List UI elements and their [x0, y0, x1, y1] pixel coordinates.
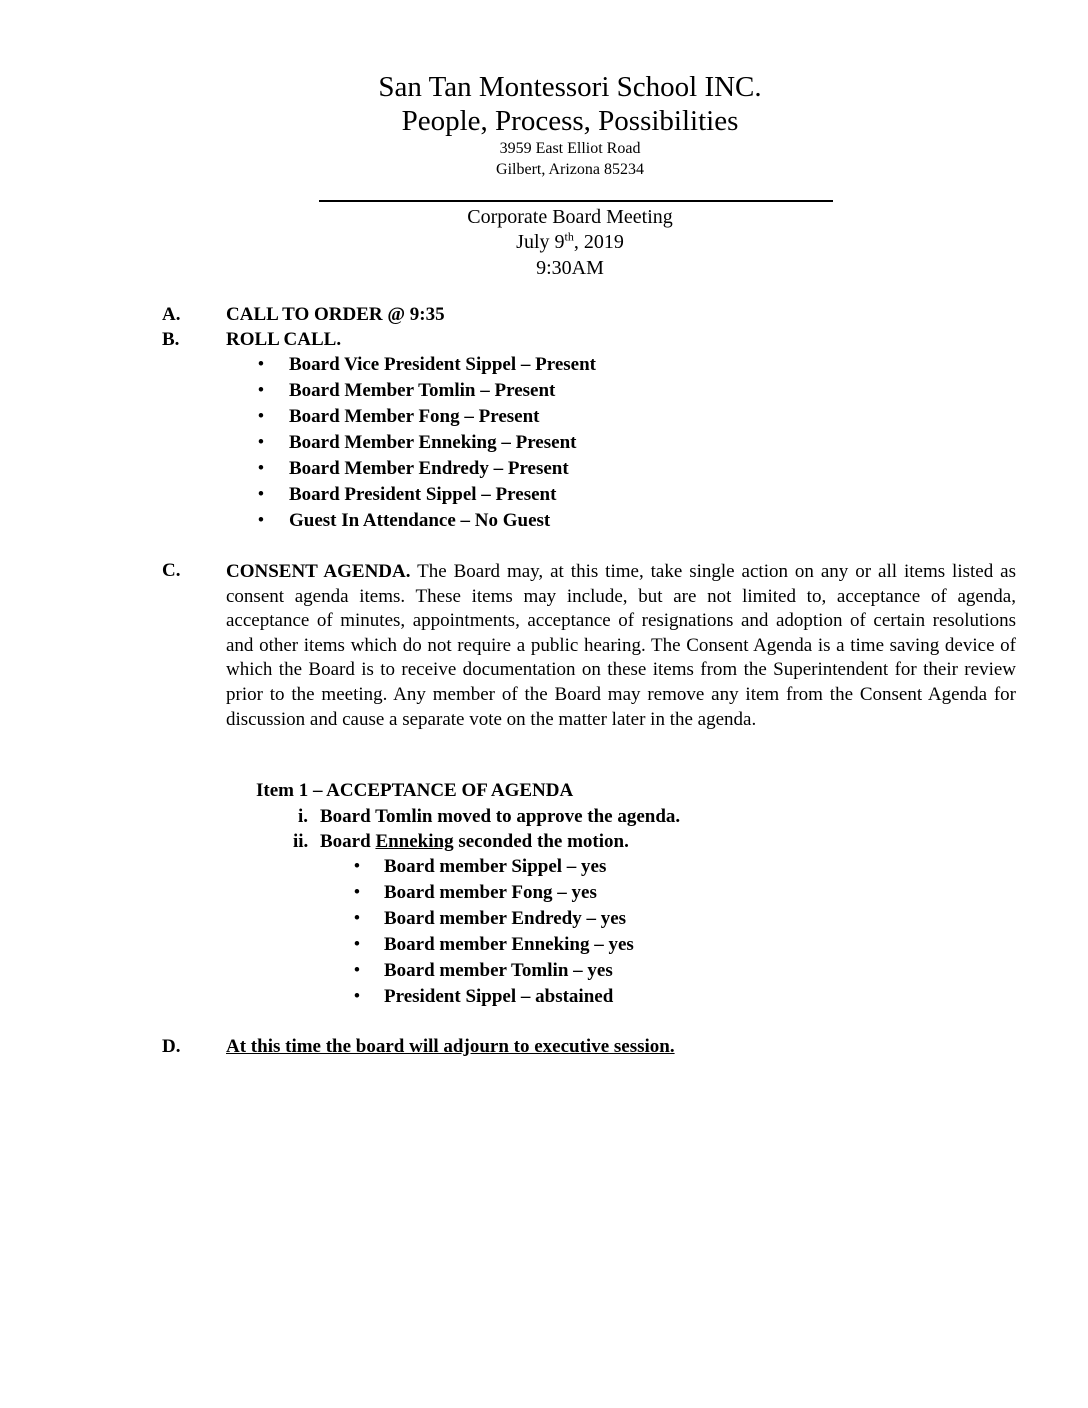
list-item: [256, 380, 596, 406]
motion-ii-post: seconded the motion.: [453, 831, 629, 852]
address-line-1: 3959 East Elliot Road: [499, 140, 641, 157]
roll-call-entry: Board President Sippel – Present: [289, 484, 557, 505]
section-d-letter: D.: [162, 1036, 181, 1057]
vote-list: [352, 856, 634, 1012]
school-tagline: People, Process, Possibilities: [401, 105, 739, 137]
list-item: [256, 406, 596, 432]
vote-entry: Board member Endredy – yes: [384, 908, 627, 929]
list-item: [256, 484, 596, 510]
list-item: [256, 458, 596, 484]
list-item: [352, 986, 634, 1012]
section-b-letter: B.: [162, 329, 180, 350]
list-item: [352, 908, 634, 934]
consent-agenda-heading: CONSENT AGENDA.: [226, 561, 411, 582]
bullet-icon: •: [353, 856, 361, 877]
item-1-title: Item 1 – ACCEPTANCE OF AGENDA: [256, 780, 574, 801]
section-a-letter: A.: [162, 304, 181, 325]
section-b-heading: ROLL CALL.: [226, 329, 342, 350]
roll-call-entry: Board Member Enneking – Present: [289, 432, 577, 453]
roll-call-entry: Guest In Attendance – No Guest: [289, 510, 551, 531]
vote-entry: President Sippel – abstained: [384, 986, 614, 1007]
section-a-heading: CALL TO ORDER @ 9:35: [226, 304, 445, 325]
bullet-icon: •: [353, 908, 361, 929]
list-item: [352, 934, 634, 960]
motion-ii-number: ii.: [293, 831, 309, 852]
section-c-letter: C.: [162, 560, 181, 581]
meeting-date: [0, 230, 1088, 254]
roll-call-entry: Board Member Endredy – Present: [289, 458, 569, 479]
list-item: [256, 354, 596, 380]
bullet-icon: •: [353, 960, 361, 981]
roll-call-entry: Board Member Fong – Present: [289, 406, 540, 427]
roll-call-list: [256, 354, 596, 536]
meeting-time: 9:30AM: [536, 257, 604, 279]
school-name: San Tan Montessori School INC.: [378, 71, 762, 103]
bullet-icon: •: [257, 354, 265, 375]
vote-entry: Board member Enneking – yes: [384, 934, 634, 955]
bullet-icon: •: [257, 484, 265, 505]
list-item: [352, 960, 634, 986]
section-d-text: At this time the board will adjourn to executive session.: [226, 1036, 675, 1057]
list-item: [256, 432, 596, 458]
motion-i-number: i.: [298, 806, 309, 827]
vote-entry: Board member Sippel – yes: [384, 856, 607, 877]
meeting-date-year: , 2019: [573, 231, 624, 253]
motion-ii-name: Enneking: [375, 831, 454, 852]
vote-entry: Board member Tomlin – yes: [384, 960, 613, 981]
vote-entry: Board member Fong – yes: [384, 882, 597, 903]
address-line-2: Gilbert, Arizona 85234: [496, 161, 644, 178]
list-item: [352, 882, 634, 908]
motion-ii: [288, 831, 629, 853]
bullet-icon: •: [353, 986, 361, 1007]
list-item: [352, 856, 634, 882]
motion-ii-pre: Board: [320, 831, 376, 852]
header-divider: [319, 200, 833, 202]
meeting-date-suffix: th: [564, 229, 574, 244]
consent-agenda-body: The Board may, at this time, take single action on any or all items listed as consent agenda items. These items may include, but are not limited to, acceptance of agenda, acceptance of minutes, appointments, acceptance of resignations and adoption of certain resolutions and other items which do not require a public hearing. The Consent Agenda is a time saving device of which the Board is to receive documentation on these items from the Superintendent for their review prior to the meeting. Any member of the Board may remove any item from the Consent Agenda for discussion and cause a separate vote on the matter later in the agenda.: [226, 561, 1016, 730]
bullet-icon: •: [257, 406, 265, 427]
bullet-icon: •: [257, 380, 265, 401]
list-item: [256, 510, 596, 536]
meeting-date-day: July 9: [516, 231, 565, 253]
meeting-title: Corporate Board Meeting: [467, 206, 673, 228]
bullet-icon: •: [257, 458, 265, 479]
bullet-icon: •: [353, 882, 361, 903]
consent-agenda-paragraph: [226, 560, 1016, 732]
motion-i: [288, 806, 680, 828]
roll-call-entry: Board Vice President Sippel – Present: [289, 354, 596, 375]
bullet-icon: •: [257, 510, 265, 531]
roll-call-entry: Board Member Tomlin – Present: [289, 380, 556, 401]
motion-i-text: Board Tomlin moved to approve the agenda.: [320, 806, 681, 827]
bullet-icon: •: [353, 934, 361, 955]
bullet-icon: •: [257, 432, 265, 453]
